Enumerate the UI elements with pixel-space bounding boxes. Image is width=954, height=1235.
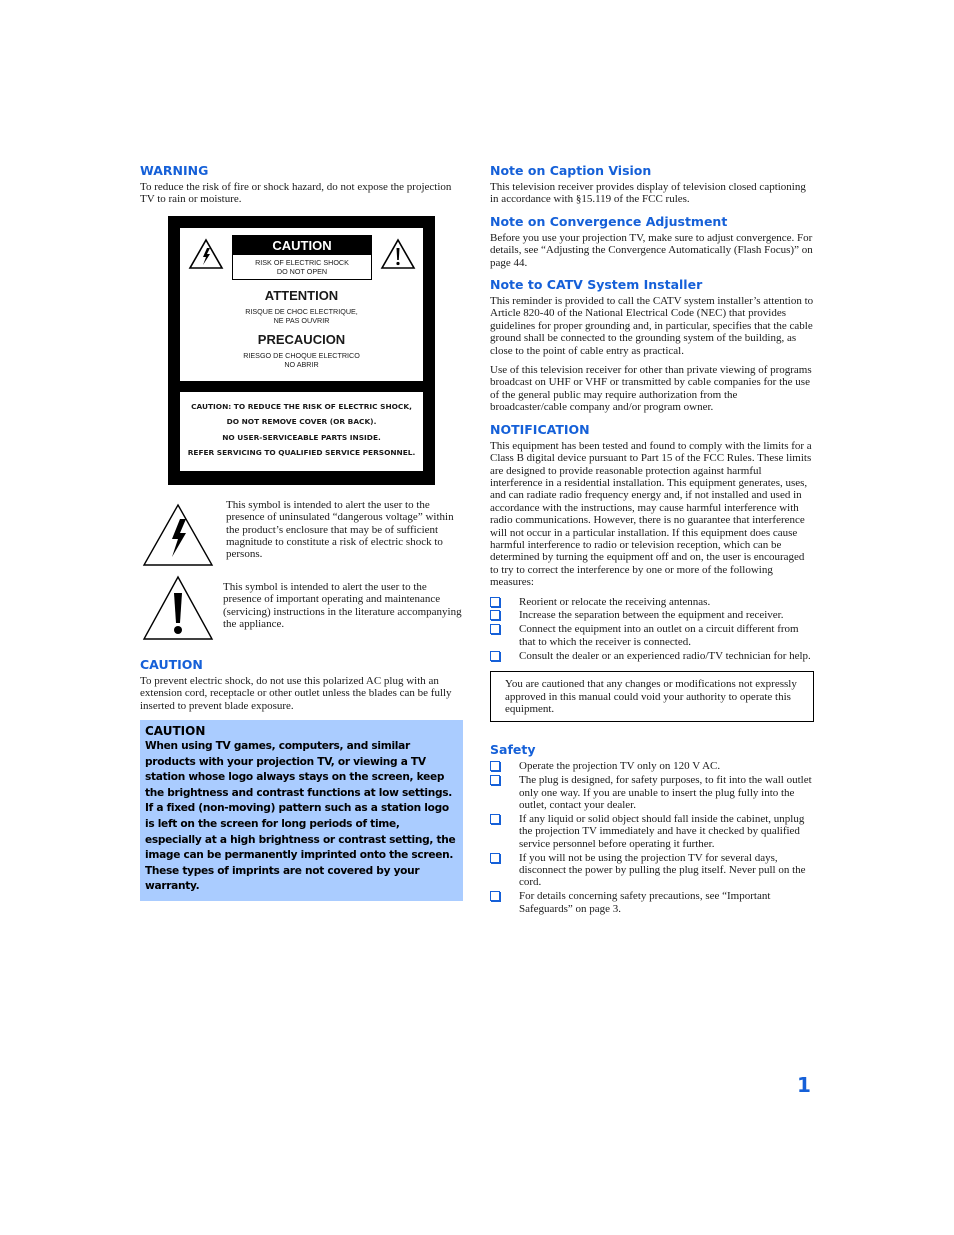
caption-vision-text: This television receiver provides display of television closed captioning in accordance with §15.119 of the FCC rules. [490, 181, 806, 206]
notification-list [490, 596, 814, 663]
precaucion-sub-line-1: RIESGO DE CHOQUE ELECTRICO [243, 350, 360, 360]
list-item-text: If you will not be using the projection TV for several days, disconnect the power by pulling the plug itself. Never pull on the cord. [519, 851, 806, 889]
safety-list [490, 760, 814, 915]
checkbox-bullet-icon [490, 853, 500, 863]
list-item-text: The plug is designed, for safety purposes, to fit into the wall outlet only one way. If you are unable to insert the plug fully into the outlet, contact your dealer. [519, 774, 812, 812]
lightning-triangle-icon [142, 503, 214, 567]
caution-label-lower [180, 392, 423, 471]
attention-sub-line-2: NE PAS OUVRIR [273, 315, 330, 325]
caution-panel [232, 235, 372, 280]
list-item [490, 852, 814, 889]
notification-section [490, 422, 814, 662]
safety-heading: Safety [490, 742, 536, 758]
caution-label-upper [180, 228, 423, 381]
list-item [490, 596, 814, 608]
voltage-symbol-row [140, 499, 463, 579]
caution-plug-text: To prevent electric shock, do not use this polarized AC plug with an extension cord, receptacle or other outlet unless the blades can be fully inserted to prevent blade exposure. [140, 674, 452, 712]
precaucion-sub-line-2: NO ABRIR [284, 359, 319, 369]
catv-section [490, 277, 814, 414]
catv-text-1: This reminder is provided to call the CATV system installer’s attention to Article 820-40 of the National Electrical Code (NEC) that provides guidelines for proper grounding and, in particular, specifies that the cable ground shall be connected to the grounding system of the building, as close to the point of cable entry as practical. [490, 295, 814, 357]
list-item-text: For details concerning safety precautions, see “Important Safeguards” on page 3. [519, 890, 771, 915]
instructions-symbol-row [140, 581, 463, 657]
checkbox-bullet-icon [490, 891, 500, 901]
instructions-symbol-text: This symbol is intended to alert the user to the presence of important operating and maintenance (servicing) instructions in the literature accompanying the appliance. [223, 580, 462, 631]
list-item [490, 623, 814, 648]
list-item [490, 650, 814, 662]
exclamation-triangle-icon [142, 575, 214, 641]
notification-heading: NOTIFICATION [490, 421, 590, 437]
label-lower-line-4: REFER SERVICING TO QUALIFIED SERVICE PERSONNEL. [187, 448, 416, 458]
page-number: 1 [797, 1073, 811, 1097]
label-lower-line-1: CAUTION: TO REDUCE THE RISK OF ELECTRIC SHOCK, [191, 401, 412, 411]
caution-sub-line-2: DO NOT OPEN [276, 266, 328, 276]
list-item-text: Reorient or relocate the receiving antennas. [519, 595, 711, 608]
catv-heading: Note to CATV System Installer [490, 277, 703, 293]
caution-callout-heading: CAUTION [145, 724, 206, 739]
precaucion-subtitle [180, 351, 423, 369]
modification-notice-text: You are cautioned that any changes or modifications not expressly approved in this manual could void your authority to operate this equipment. [505, 678, 797, 715]
checkbox-bullet-icon [490, 624, 500, 634]
precaucion-title: PRECAUCION [257, 331, 346, 347]
warning-heading: WARNING [140, 163, 209, 178]
list-item-text: Operate the projection TV only on 120 V AC. [519, 760, 721, 773]
catv-text-2: Use of this television receiver for other than private viewing of programs broadcast on UHF or VHF or transmitted by cable companies for the use of the general public may require authorization from the broadcaster/cable company and/or program owner. [490, 364, 812, 414]
caption-vision-section [490, 163, 814, 206]
list-item [490, 760, 814, 772]
checkbox-bullet-icon [490, 761, 500, 771]
caution-callout-text: When using TV games, computers, and similar products with your projection TV, or viewing a TV station whose logo always stays on the screen, keep the brightness and contrast functions at low settings. If a fixed (non-moving) pattern such as a station logo is left on the screen for long periods of time, especially at a high brightness or contrast setting, the image can be permanently imprinted onto the screen. These types of imprints are not covered by your warranty. [145, 740, 456, 893]
checkbox-bullet-icon [490, 651, 500, 661]
list-item [490, 890, 814, 915]
list-item-text: Increase the separation between the equipment and receiver. [519, 609, 784, 622]
convergence-text: Before you use your projection TV, make sure to adjust convergence. For details, see “Adjusting the Convergence Automatically (Flash Focus)” on page 44. [490, 231, 813, 269]
checkbox-bullet-icon [490, 775, 500, 785]
caution-plug-section [140, 657, 463, 712]
caution-label [168, 216, 435, 485]
caption-vision-heading: Note on Caption Vision [490, 163, 652, 178]
notification-text: This equipment has been tested and found to comply with the limits for a Class B digital device pursuant to Part 15 of the FCC Rules. These limits are designed to provide reasonable protection against harmful interference in a residential installation. This equipment generates, uses, and can radiate radio frequency energy and, if not installed and used in accordance with the instructions, may cause harmful interference with radio communications. However, there is no guarantee that interference will not occur in a particular installation. If this equipment does cause harmful interference to radio or television reception, which can be determined by turning the equipment off and on, the user is encouraged to try to correct the interference by one or more of the following measures: [490, 439, 812, 589]
right-column [490, 163, 814, 923]
attention-sub-line-1: RISQUE DE CHOC ELECTRIQUE, [245, 306, 358, 316]
caution-sub-line-1: RISK OF ELECTRIC SHOCK [255, 257, 349, 267]
modification-notice-box [490, 671, 814, 722]
list-item [490, 813, 814, 850]
list-item [490, 774, 814, 811]
warning-text: To reduce the risk of fire or shock hazard, do not expose the projection TV to rain or moisture. [140, 181, 452, 206]
left-column [140, 163, 463, 901]
label-lower-line-2: DO NOT REMOVE COVER (OR BACK). [226, 417, 377, 427]
electric-shock-icon [188, 238, 224, 270]
checkbox-bullet-icon [490, 597, 500, 607]
convergence-section [490, 214, 814, 269]
list-item [490, 609, 814, 621]
attention-title: ATTENTION [264, 287, 339, 303]
list-item-text: Consult the dealer or an experienced radio/TV technician for help. [519, 649, 811, 662]
attention-subtitle [180, 307, 423, 325]
label-lower-line-3: NO USER-SERVICEABLE PARTS INSIDE. [222, 432, 381, 442]
checkbox-bullet-icon [490, 610, 500, 620]
convergence-heading: Note on Convergence Adjustment [490, 213, 728, 229]
caution-panel-subtitle [233, 255, 371, 279]
voltage-symbol-text: This symbol is intended to alert the user to the presence of uninsulated “dangerous voltage” within the product’s enclosure that may be of sufficient magnitude to constitute a risk of electric shock to persons. [226, 498, 454, 561]
caution-callout-box [140, 720, 463, 901]
list-item-text: If any liquid or solid object should fall inside the cabinet, unplug the projection TV immediately and have it checked by qualified service personnel before operating it further. [519, 812, 805, 850]
warning-section [140, 163, 463, 206]
list-item-text: Connect the equipment into an outlet on a circuit different from that to which the receiver is connected. [519, 623, 799, 648]
safety-section [490, 742, 814, 915]
caution-panel-title: CAUTION [233, 236, 371, 255]
checkbox-bullet-icon [490, 814, 500, 824]
exclamation-icon [380, 238, 416, 270]
caution-plug-heading: CAUTION [140, 656, 203, 672]
